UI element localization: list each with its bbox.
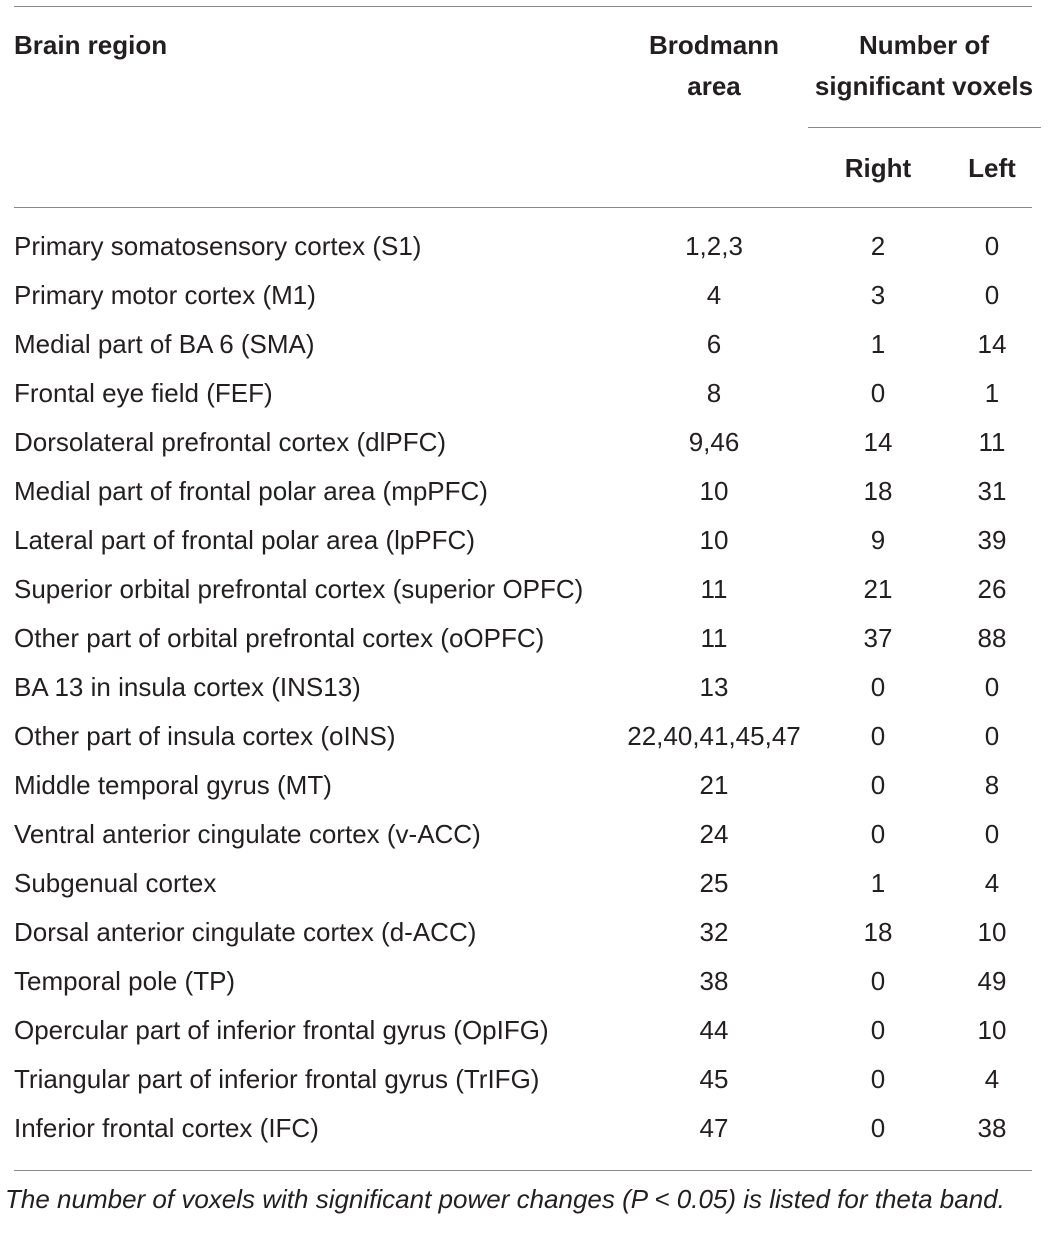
row-region: Frontal eye field (FEF) [14,378,273,408]
row-area: 11 [700,623,728,653]
row-left: 14 [977,329,1007,359]
row-left: 0 [984,721,1000,751]
row-left: 39 [977,525,1007,555]
row-right: 1 [870,868,886,898]
row-left: 49 [977,966,1007,996]
row-region: Dorsolateral prefrontal cortex (dlPFC) [14,427,447,457]
row-region: Other part of insula cortex (oINS) [14,721,396,751]
row-right: 0 [870,378,886,408]
row-region: Ventral anterior cingulate cortex (v-ACC) [14,819,481,849]
row-region: Medial part of frontal polar area (mpPFC) [14,476,488,506]
row-region: Subgenual cortex [14,868,217,898]
row-area: 22,40,41,45,47 [627,721,801,751]
row-left: 31 [977,476,1007,506]
row-right: 0 [870,1015,886,1045]
row-area: 4 [706,280,722,310]
row-right: 1 [870,329,886,359]
row-region: Other part of orbital prefrontal cortex (oOPFC) [14,623,545,653]
row-area: 44 [699,1015,729,1045]
row-area: 24 [699,819,729,849]
row-right: 14 [863,427,893,457]
row-area: 47 [699,1113,729,1143]
row-area: 32 [699,917,729,947]
row-area: 45 [699,1064,729,1094]
row-area: 38 [699,966,729,996]
row-area: 13 [699,672,729,702]
row-region: BA 13 in insula cortex (INS13) [14,672,361,702]
row-area: 10 [699,476,729,506]
header-brain-region: Brain region [14,30,168,60]
header-voxels-line1: Number of [859,30,989,60]
header-brodmann-area [608,25,820,107]
header-brodmann-line2: area [687,71,741,101]
row-right: 0 [870,1064,886,1094]
row-left: 4 [984,1064,1000,1094]
row-left: 0 [984,819,1000,849]
row-area: 21 [699,770,729,800]
header-left: Left [968,153,1016,183]
row-left: 88 [977,623,1007,653]
row-area: 8 [706,378,722,408]
row-right: 3 [870,280,886,310]
row-right: 0 [870,672,886,702]
row-region: Middle temporal gyrus (MT) [14,770,332,800]
row-right: 0 [870,1113,886,1143]
row-left: 1 [984,378,1000,408]
row-region: Temporal pole (TP) [14,966,236,996]
table-footnote: The number of voxels with significant power changes (P < 0.05) is listed for theta band. [5,1184,1005,1214]
row-left: 26 [977,574,1007,604]
row-area: 25 [699,868,729,898]
header-voxels-line2: significant voxels [814,71,1034,101]
row-right: 37 [863,623,893,653]
row-region: Primary somatosensory cortex (S1) [14,231,422,261]
row-left: 0 [984,231,1000,261]
header-brodmann-line1: Brodmann [649,30,779,60]
row-right: 0 [870,770,886,800]
row-left: 38 [977,1113,1007,1143]
row-region: Medial part of BA 6 (SMA) [14,329,315,359]
top-rule [14,6,1032,7]
row-right: 21 [863,574,893,604]
row-left: 10 [977,1015,1007,1045]
row-left: 10 [977,917,1007,947]
bottom-rule [14,1170,1032,1171]
row-area: 10 [699,525,729,555]
row-area: 1,2,3 [685,231,743,261]
row-region: Triangular part of inferior frontal gyrus (TrIFG) [14,1064,540,1094]
row-region: Opercular part of inferior frontal gyrus (OpIFG) [14,1015,549,1045]
row-left: 0 [984,280,1000,310]
header-significant-voxels [800,25,1048,107]
row-left: 8 [984,770,1000,800]
row-left: 4 [984,868,1000,898]
row-area: 11 [700,574,728,604]
row-region: Dorsal anterior cingulate cortex (d-ACC) [14,917,477,947]
row-area: 9,46 [688,427,740,457]
header-right: Right [844,153,912,183]
voxels-group-rule [808,127,1041,128]
row-right: 0 [870,966,886,996]
row-region: Lateral part of frontal polar area (lpPFC) [14,525,475,555]
row-right: 18 [863,917,893,947]
row-left: 11 [978,427,1006,457]
row-right: 0 [870,721,886,751]
row-left: 0 [984,672,1000,702]
row-right: 9 [870,525,886,555]
row-region: Superior orbital prefrontal cortex (superior OPFC) [14,574,584,604]
row-right: 18 [863,476,893,506]
row-region: Inferior frontal cortex (IFC) [14,1113,319,1143]
row-region: Primary motor cortex (M1) [14,280,316,310]
row-right: 0 [870,819,886,849]
header-bottom-rule [14,207,1032,208]
row-area: 6 [706,329,722,359]
row-right: 2 [870,231,886,261]
